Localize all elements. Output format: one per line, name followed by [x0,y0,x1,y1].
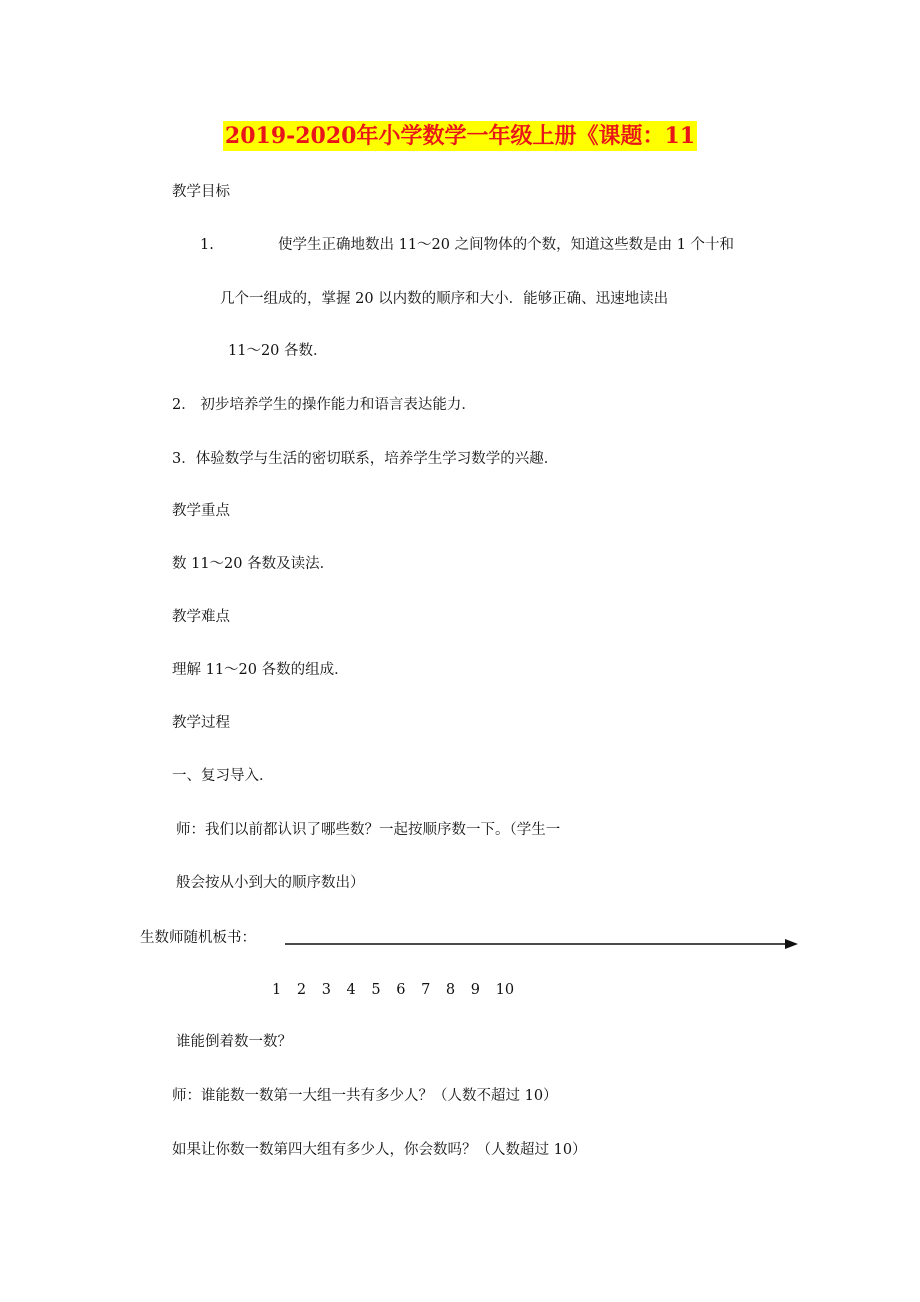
goal1-line3: 11～20 各数． [228,343,328,359]
key-text: 数 11～20 各数及读法． [172,556,335,572]
number-item: 8 [445,982,456,998]
number-item: 5 [371,982,381,998]
reverse-question: 谁能倒着数一数？ [176,1034,292,1050]
number-item: 4 [346,982,356,998]
teacher-line1: 师：我们以前都认识了哪些数？一起按顺序数一下。（学生一 [176,822,561,838]
goal3-text: 3．体验数学与生活的密切联系，培养学生学习数学的兴趣． [172,451,559,467]
teacher-line2: 般会按从小到大的顺序数出） [176,875,365,891]
group1-question: 师：谁能数一数第一大组一共有多少人？（人数不超过 10） [172,1088,558,1104]
number-item: 1 [272,982,282,998]
process-heading: 教学过程 [172,715,230,731]
board-label: 生数师随机板书： [140,930,256,946]
number-item: 10 [495,982,515,998]
goals-heading: 教学目标 [172,184,230,200]
difficulty-heading: 教学难点 [172,609,230,625]
number-item: 3 [321,982,331,998]
number-line-arrow [285,936,800,952]
arrow-head [785,939,798,949]
goal1-line2: 几个一组成的，掌握 20 以内数的顺序和大小．能够正确、迅速地读出 [220,291,669,307]
number-sequence [272,980,525,1000]
group4-question: 如果让你数一数第四大组有多少人，你会数吗？（人数超过 10） [172,1142,587,1158]
difficulty-text: 理解 11～20 各数的组成． [172,662,349,678]
number-item: 2 [296,982,307,998]
key-heading: 教学重点 [172,503,230,519]
title-text: 2019-2020年小学数学一年级上册《课题：11 [224,123,696,149]
document-title [0,119,920,153]
goal2-text: 2． 初步培养学生的操作能力和语言表达能力． [172,397,476,413]
goal1-line1: 使学生正确地数出 11～20 之间物体的个数，知道这些数是由 1 个十和 [278,237,735,253]
number-item: 6 [396,982,406,998]
goal1-number: 1. [200,237,214,253]
number-item: 7 [421,982,431,998]
number-item: 9 [470,982,480,998]
part1-heading: 一、复习导入． [172,768,274,784]
